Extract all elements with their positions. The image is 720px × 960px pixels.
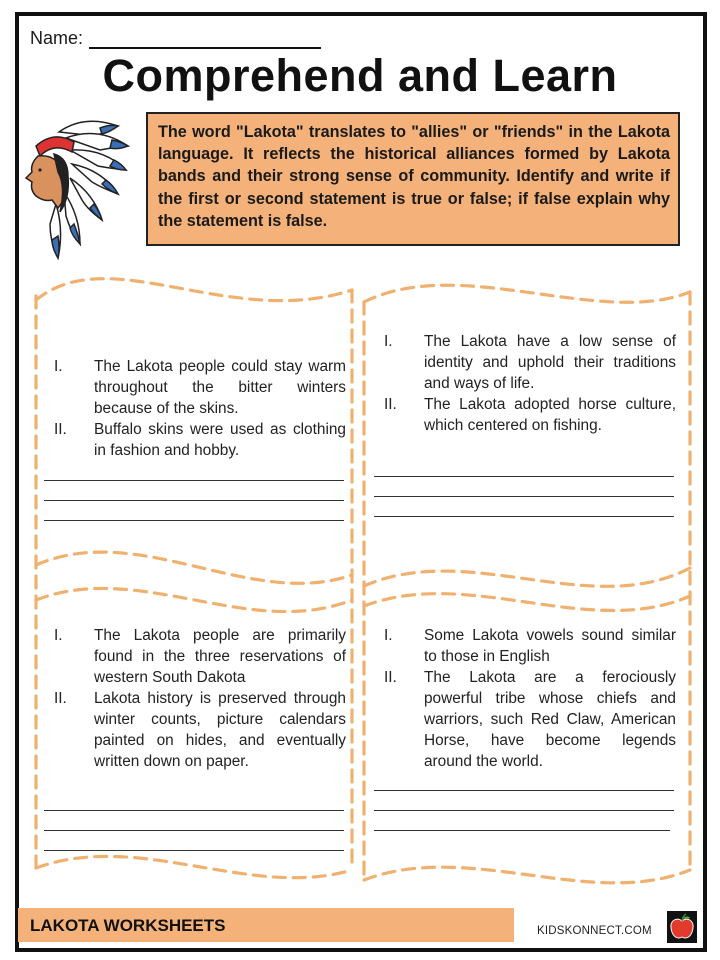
- top-right-wave: [364, 285, 690, 302]
- bottom-left-wave: [36, 856, 352, 877]
- intro-instructions: The word "Lakota" translates to "allies" or "friends" in the Lakota language. It reflects the historical alliances formed by Lakota bands and their strong sense of community. Identify and write if the first or second statement is true or false; if false explain why the statement is false.: [146, 112, 680, 246]
- middle-left-wave: [36, 552, 352, 583]
- statement-item: [376, 331, 676, 394]
- answer-line[interactable]: [44, 520, 344, 521]
- statement-item: [376, 394, 676, 436]
- statement-text: Some Lakota vowels sound similar to those in English: [424, 627, 676, 665]
- statement-number: II.: [54, 421, 67, 438]
- statement-item: [46, 356, 346, 419]
- statement-text: The Lakota people could stay warm throughout the bitter winters because of the skins.: [94, 358, 346, 417]
- answer-line[interactable]: [374, 830, 670, 831]
- answer-line[interactable]: [374, 496, 674, 497]
- apple-icon: [667, 911, 697, 943]
- statement-item: [376, 667, 676, 772]
- answer-line[interactable]: [44, 830, 344, 831]
- bottom-right-wave: [364, 867, 690, 883]
- answer-line[interactable]: [44, 810, 344, 811]
- page-title: Comprehend and Learn: [102, 50, 618, 101]
- answer-line[interactable]: [44, 500, 344, 501]
- answer-line[interactable]: [374, 810, 674, 811]
- statement-number: II.: [384, 396, 397, 413]
- answer-line[interactable]: [374, 476, 674, 477]
- question-panel-4: [376, 625, 676, 772]
- statement-number: I.: [54, 358, 63, 375]
- middle-right-wave: [364, 568, 690, 586]
- statement-text: The Lakota people are primarily found in the three reservations of western South Dakota: [94, 627, 346, 686]
- footer-site-link[interactable]: KIDSKONNECT.COM: [537, 925, 652, 937]
- answer-line[interactable]: [374, 790, 674, 791]
- top-left-wave: [36, 279, 352, 301]
- statement-item: [46, 419, 346, 461]
- statement-text: Lakota history is preserved through winter counts, picture calendars painted on hides, and eventually written down on paper.: [94, 690, 346, 770]
- statement-text: The Lakota adopted horse culture, which centered on fishing.: [424, 396, 676, 434]
- statement-number: II.: [384, 669, 397, 686]
- statement-item: [46, 688, 346, 772]
- middle-right-wave-2: [364, 594, 690, 611]
- question-panel-3: [46, 625, 346, 772]
- footer-title: LAKOTA WORKSHEETS: [30, 916, 226, 935]
- statement-text: The Lakota are a ferociously powerful tribe whose chiefs and warriors, such Red Claw, American Horse, have become legends around the world.: [424, 669, 676, 770]
- statement-number: I.: [54, 627, 63, 644]
- statement-text: Buffalo skins were used as clothing in fashion and hobby.: [94, 421, 346, 459]
- answer-line[interactable]: [44, 850, 344, 851]
- question-panel-2: [376, 331, 676, 436]
- statement-item: [46, 625, 346, 688]
- answer-line[interactable]: [44, 480, 344, 481]
- middle-left-wave-2: [36, 588, 352, 611]
- name-label: Name:: [30, 28, 84, 48]
- statement-number: I.: [384, 333, 393, 350]
- answer-line[interactable]: [374, 516, 674, 517]
- question-panel-1: [46, 356, 346, 461]
- statement-item: [376, 625, 676, 667]
- statement-text: The Lakota have a low sense of identity and uphold their traditions and ways of life.: [424, 333, 676, 392]
- statement-number: II.: [54, 690, 67, 707]
- statement-number: I.: [384, 627, 393, 644]
